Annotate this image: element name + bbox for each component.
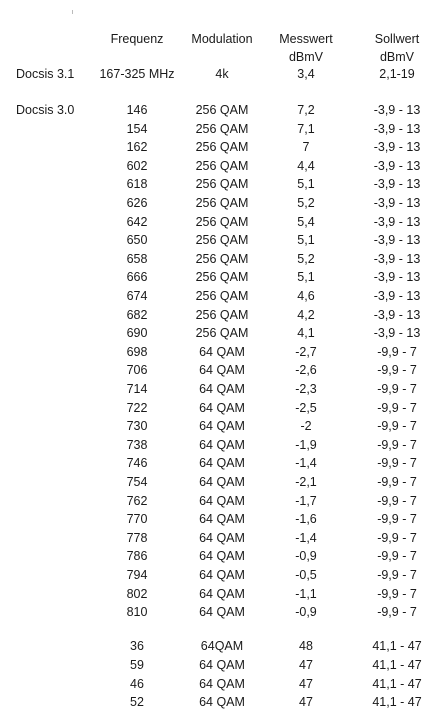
- cell-messwert: -0,9: [295, 549, 317, 564]
- table-row: [0, 101, 447, 119]
- table-row: [0, 287, 447, 305]
- cell-messwert: -1,4: [295, 530, 317, 545]
- cell-frequenz: 146: [126, 103, 148, 117]
- cell-sollwert: -9,9 - 7: [377, 512, 417, 527]
- cell-frequenz: 642: [126, 214, 148, 229]
- table-row: [0, 231, 447, 249]
- cell-modulation: 256 QAM: [195, 121, 249, 136]
- cell-frequenz: 714: [126, 382, 148, 396]
- cell-frequenz: 36: [130, 639, 144, 653]
- cell-frequenz: 722: [126, 400, 148, 415]
- cell-frequenz: 786: [126, 549, 148, 564]
- cell-sollwert: -9,9 - 7: [377, 363, 417, 378]
- cell-modulation: 64 QAM: [199, 657, 245, 672]
- cell-messwert: 7,2: [297, 103, 315, 117]
- cell-sollwert: 41,1 - 47: [372, 695, 422, 710]
- cell-frequenz: 602: [126, 158, 148, 173]
- cell-sollwert: -9,9 - 7: [377, 549, 417, 564]
- table-row: [0, 306, 447, 324]
- cell-modulation: 64 QAM: [199, 344, 245, 359]
- docsis31-label: Docsis 3.1: [16, 67, 75, 81]
- table-row: [0, 693, 447, 711]
- cell-sollwert: -9,9 - 7: [377, 419, 417, 434]
- scan-mark: [72, 10, 73, 14]
- table-row: [0, 637, 447, 655]
- cell-messwert: 48: [299, 639, 313, 653]
- table-row: [0, 547, 447, 565]
- table-row: [0, 675, 447, 693]
- table-row: [0, 454, 447, 472]
- cell-frequenz: 46: [130, 676, 144, 691]
- cell-frequenz: 626: [126, 196, 148, 210]
- cell-modulation: 64 QAM: [199, 549, 245, 564]
- cell-frequenz: 746: [126, 456, 148, 471]
- cell-modulation: 64 QAM: [199, 437, 245, 452]
- cell-modulation: 256 QAM: [195, 214, 249, 229]
- cell-modulation: 64 QAM: [199, 456, 245, 471]
- cell-messwert: -0,5: [295, 568, 317, 582]
- cell-frequenz: 810: [126, 605, 148, 620]
- cell-modulation: 256 QAM: [195, 196, 249, 210]
- cell-modulation: 256 QAM: [195, 177, 249, 192]
- table-row: [0, 380, 447, 398]
- cell-sollwert: -3,9 - 13: [373, 251, 421, 266]
- table-row: [0, 436, 447, 454]
- cell-modulation: 256 QAM: [195, 270, 249, 285]
- cell-modulation: 64 QAM: [199, 512, 245, 527]
- cell-sollwert: -3,9 - 13: [373, 326, 421, 341]
- cell-frequenz: 698: [126, 344, 148, 359]
- cell-messwert: -2,6: [295, 363, 317, 378]
- table-row: [0, 566, 447, 584]
- cell-modulation: 64 QAM: [199, 475, 245, 489]
- cell-sollwert: -9,9 - 7: [377, 382, 417, 396]
- cell-sollwert: -9,9 - 7: [377, 568, 417, 582]
- cell-sollwert: -9,9 - 7: [377, 400, 417, 415]
- table-row: [0, 138, 447, 156]
- cell-messwert: 4,6: [297, 289, 315, 303]
- header-messwert-label: Messwert: [279, 32, 333, 46]
- cell-modulation: 256 QAM: [195, 289, 249, 303]
- cell-modulation: 256 QAM: [195, 251, 249, 266]
- table-row: [0, 157, 447, 175]
- cell-frequenz: 658: [126, 251, 148, 266]
- table-row: [0, 585, 447, 603]
- cell-modulation: 256 QAM: [195, 326, 249, 341]
- table-row: [0, 510, 447, 528]
- cell-modulation: 256 QAM: [195, 158, 249, 173]
- cell-modulation: 64 QAM: [199, 382, 245, 396]
- header-frequenz: Frequenz: [110, 32, 164, 46]
- cell-frequenz: 154: [126, 121, 148, 136]
- table-row: [0, 120, 447, 138]
- header-messwert: [274, 30, 338, 66]
- table-row: [0, 656, 447, 674]
- table-row: [0, 473, 447, 491]
- cell-frequenz: 674: [126, 289, 148, 303]
- cell-sollwert: -3,9 - 13: [373, 289, 421, 303]
- cell-frequenz: 706: [126, 363, 148, 378]
- cell-modulation: 64 QAM: [199, 419, 245, 434]
- cell-frequenz: 52: [130, 695, 144, 710]
- table-row: [0, 399, 447, 417]
- cell-sollwert: -3,9 - 13: [373, 196, 421, 210]
- header-sollwert-label: Sollwert: [374, 32, 420, 46]
- cell-messwert: 47: [299, 657, 313, 672]
- table-row: [0, 417, 447, 435]
- cell-sollwert: 41,1 - 47: [372, 657, 422, 672]
- table-row: [0, 324, 447, 342]
- cell-messwert: -2,3: [295, 382, 317, 396]
- cell-frequenz: 762: [126, 493, 148, 508]
- cell-messwert: 5,1: [297, 270, 315, 285]
- cell-sollwert: 41,1 - 47: [372, 676, 422, 691]
- cell-frequenz: 738: [126, 437, 148, 452]
- cell-messwert: -2,5: [295, 400, 317, 415]
- cell-frequenz: 650: [126, 233, 148, 248]
- cell-sollwert: -3,9 - 13: [373, 307, 421, 322]
- cell-messwert: -0,9: [295, 605, 317, 620]
- cell-messwert: -1,9: [295, 437, 317, 452]
- cell-messwert: -1,7: [295, 493, 317, 508]
- header-sollwert-unit: dBmV: [379, 50, 415, 64]
- cell-messwert: 5,1: [297, 177, 315, 192]
- cell-sollwert: -3,9 - 13: [373, 233, 421, 248]
- cell-sollwert: -3,9 - 13: [373, 270, 421, 285]
- cell-sollwert: -3,9 - 13: [373, 140, 421, 155]
- cell-messwert: -1,4: [295, 456, 317, 471]
- cell-modulation: 256 QAM: [195, 103, 249, 117]
- cell-messwert: 5,2: [297, 196, 315, 210]
- cell-sollwert: 2,1-19: [379, 67, 415, 81]
- header-modulation: Modulation: [191, 32, 253, 46]
- table-row: [0, 492, 447, 510]
- cell-messwert: 7,1: [297, 121, 315, 136]
- cell-sollwert: -9,9 - 7: [377, 456, 417, 471]
- cell-sollwert: -9,9 - 7: [377, 605, 417, 620]
- cell-messwert: -2: [300, 419, 312, 434]
- docsis30-label: Docsis 3.0: [16, 103, 75, 117]
- cell-sollwert: -9,9 - 7: [377, 344, 417, 359]
- cell-frequenz: 618: [126, 177, 148, 192]
- table-row: [0, 175, 447, 193]
- table-row: [0, 529, 447, 547]
- cell-modulation: 64 QAM: [199, 586, 245, 601]
- cell-modulation: 256 QAM: [195, 233, 249, 248]
- cell-sollwert: -3,9 - 13: [373, 214, 421, 229]
- cell-sollwert: -9,9 - 7: [377, 475, 417, 489]
- cell-modulation: 64 QAM: [199, 530, 245, 545]
- cell-modulation: 4k: [215, 67, 229, 81]
- table-row: [0, 361, 447, 379]
- cell-frequenz: 167-325 MHz: [99, 67, 175, 81]
- cell-modulation: 256 QAM: [195, 307, 249, 322]
- cell-frequenz: 754: [126, 475, 148, 489]
- cell-frequenz: 666: [126, 270, 148, 285]
- cell-modulation: 64 QAM: [199, 400, 245, 415]
- cell-modulation: 256 QAM: [195, 140, 249, 155]
- header-sollwert: [352, 30, 442, 66]
- cell-messwert: -1,6: [295, 512, 317, 527]
- cell-messwert: -2,1: [295, 475, 317, 489]
- cell-sollwert: -9,9 - 7: [377, 493, 417, 508]
- cell-messwert: 7: [302, 140, 310, 155]
- table-row: [0, 268, 447, 286]
- cell-frequenz: 778: [126, 530, 148, 545]
- cell-modulation: 64 QAM: [199, 695, 245, 710]
- table-row: [0, 213, 447, 231]
- cell-sollwert: -9,9 - 7: [377, 586, 417, 601]
- cell-frequenz: 730: [126, 419, 148, 434]
- cell-frequenz: 682: [126, 307, 148, 322]
- cell-sollwert: -3,9 - 13: [373, 158, 421, 173]
- cell-messwert: -1,1: [295, 586, 317, 601]
- table-row: [0, 250, 447, 268]
- cell-modulation: 64 QAM: [199, 676, 245, 691]
- table-row: [0, 343, 447, 361]
- cell-modulation: 64QAM: [200, 639, 244, 653]
- cell-modulation: 64 QAM: [199, 605, 245, 620]
- cell-messwert: 4,1: [297, 326, 315, 341]
- cell-sollwert: -3,9 - 13: [373, 103, 421, 117]
- cell-sollwert: -9,9 - 7: [377, 437, 417, 452]
- cell-sollwert: -3,9 - 13: [373, 177, 421, 192]
- docsis31-row: [0, 65, 447, 83]
- table-row: [0, 603, 447, 621]
- cell-frequenz: 162: [126, 140, 148, 155]
- header-messwert-unit: dBmV: [288, 50, 324, 64]
- table-row: [0, 194, 447, 212]
- cell-messwert: 3,4: [297, 67, 315, 81]
- cell-frequenz: 794: [126, 568, 148, 582]
- cell-modulation: 64 QAM: [199, 568, 245, 582]
- cell-frequenz: 802: [126, 586, 148, 601]
- cell-messwert: -2,7: [295, 344, 317, 359]
- cell-frequenz: 770: [126, 512, 148, 527]
- cell-messwert: 5,4: [297, 214, 315, 229]
- cell-sollwert: -9,9 - 7: [377, 530, 417, 545]
- cell-messwert: 5,1: [297, 233, 315, 248]
- cell-frequenz: 690: [126, 326, 148, 341]
- cell-messwert: 47: [299, 676, 313, 691]
- cell-modulation: 64 QAM: [199, 363, 245, 378]
- cell-modulation: 64 QAM: [199, 493, 245, 508]
- cell-sollwert: 41,1 - 47: [372, 639, 422, 653]
- cell-frequenz: 59: [130, 657, 144, 672]
- cell-messwert: 4,2: [297, 307, 315, 322]
- cell-messwert: 47: [299, 695, 313, 710]
- cell-sollwert: -3,9 - 13: [373, 121, 421, 136]
- cell-messwert: 5,2: [297, 251, 315, 266]
- cell-messwert: 4,4: [297, 158, 315, 173]
